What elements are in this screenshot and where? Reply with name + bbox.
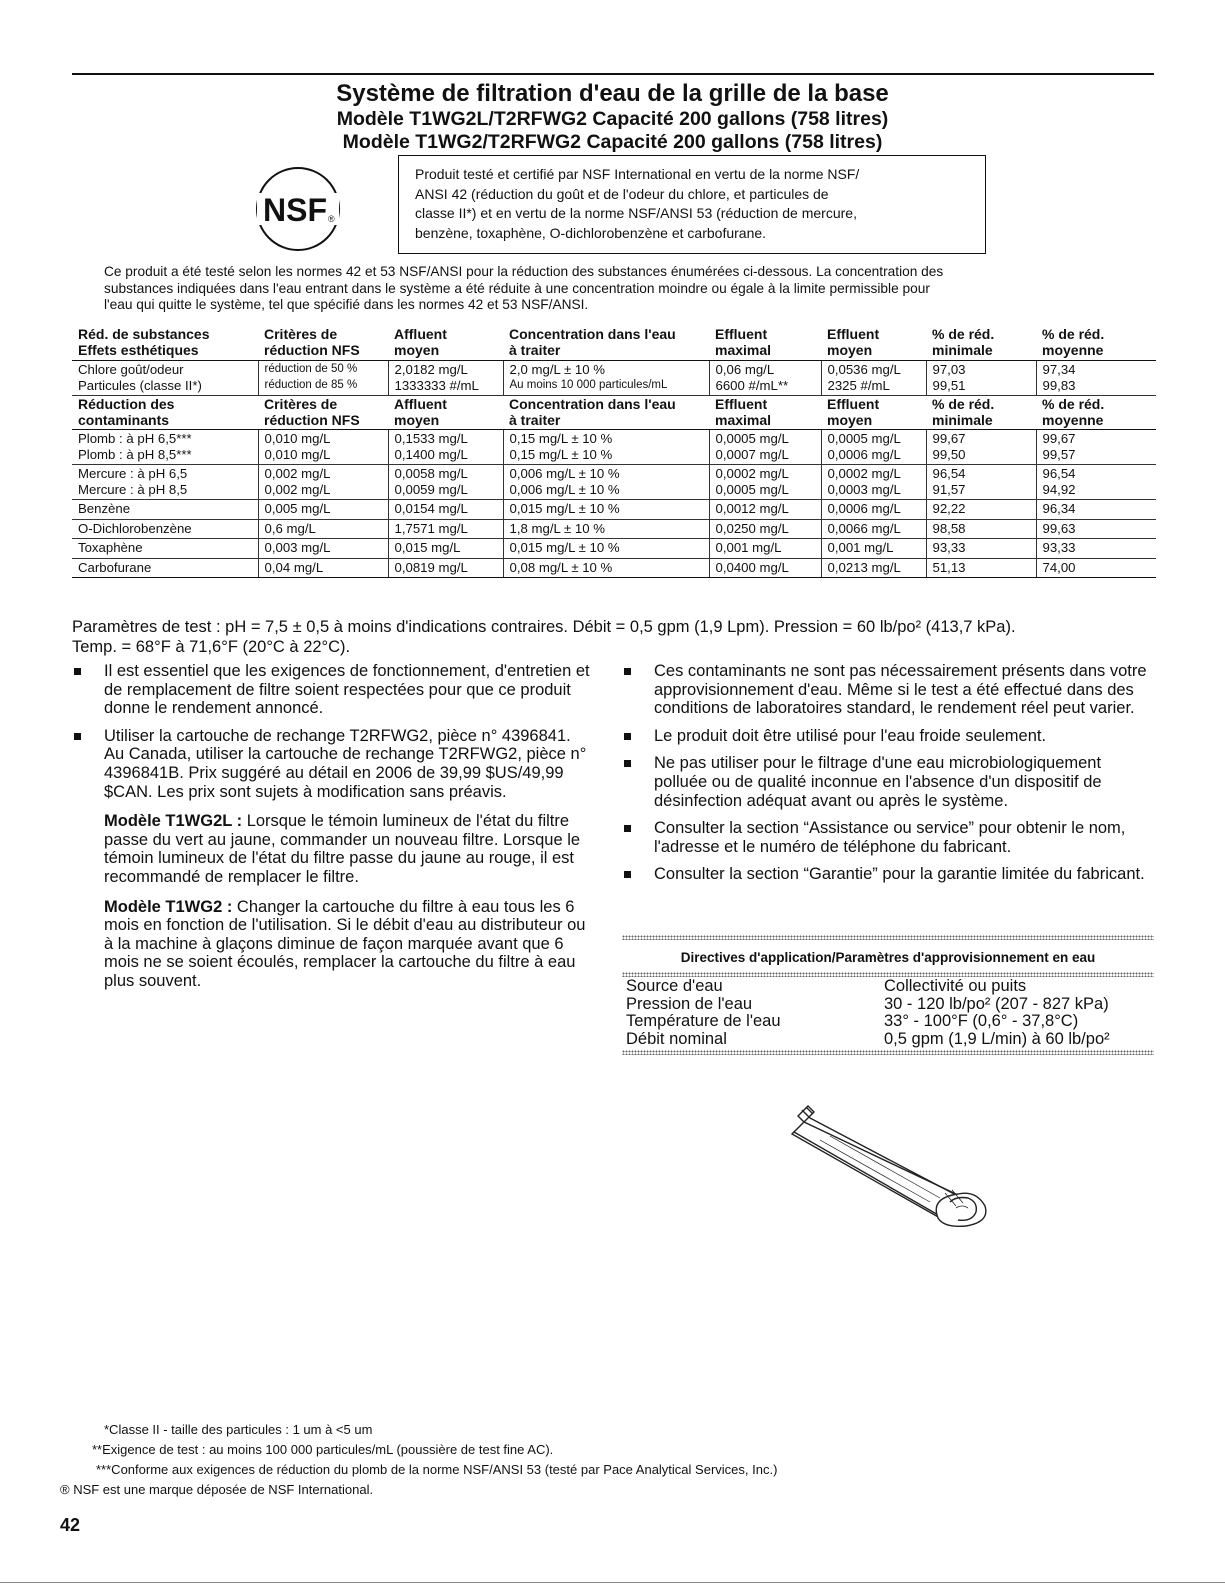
water-param-row [622, 996, 1154, 1014]
model-t1wg2-paragraph [72, 898, 594, 991]
test-parameters [72, 618, 1162, 657]
table-cell: 2,0 mg/L ± 10 % Au moins 10 000 particules/mL [503, 361, 709, 396]
header-cell: % de réd. minimale [926, 326, 1036, 361]
intro-line: l'eau qui quitte le système, tel que spécifié dans les normes 42 et 53 NSF/ANSI. [104, 297, 589, 312]
table-cell: 0,08 mg/L ± 10 % [503, 558, 709, 578]
param-value: Collectivité ou puits [884, 977, 1027, 995]
model-label: Modèle T1WG2 : [104, 897, 233, 916]
nsf-logo-text: NSF [263, 192, 327, 228]
table-cell: 0,0400 mg/L [709, 558, 821, 578]
table-row [72, 539, 1156, 559]
bullet-item: Utiliser la cartouche de rechange T2RFWG2, pièce n° 4396841. Au Canada, utiliser la cartouche de rechange T2RFWG2, pièce n° 4396841B. Prix suggéré au détail en 2006 de 39,99 $US/49,99 $CAN. Les prix sont sujets à modification sans préavis. [72, 727, 594, 801]
table-cell: 2,0182 mg/L 1333333 #/mL [388, 361, 503, 396]
header-cell: Affluent moyen [388, 396, 503, 430]
header-cell: Effluent moyen [821, 396, 926, 430]
table-cell: réduction de 50 % réduction de 85 % [258, 361, 388, 396]
table-cell: 0,6 mg/L [258, 519, 388, 539]
table-cell: 0,04 mg/L [258, 558, 388, 578]
header-cell: Effluent maximal [709, 396, 821, 430]
table-cell: 0,005 mg/L [258, 500, 388, 520]
param-label: Débit nominal [626, 1029, 727, 1048]
intro-line: Ce produit a été testé selon les normes 42 et 53 NSF/ANSI pour la réduction des substances énumérées ci-dessous. La concentration des [104, 264, 944, 279]
intro-line: substances indiquées dans l'eau entrant dans le système a été réduite à une concentration moindre ou égale à la limite permissible pour [104, 280, 930, 296]
table-cell: 0,0154 mg/L [388, 500, 503, 520]
performance-data-table [72, 326, 1156, 578]
left-column [72, 662, 594, 991]
table-cell: 0,0005 mg/L 0,0006 mg/L [821, 430, 926, 465]
param-value: 33° - 100°F (0,6° - 37,8°C) [884, 1012, 1079, 1030]
bullet-item: Il est essentiel que les exigences de fonctionnement, d'entretien et de remplacement de filtre soient respectées pour que ce produit donne le rendement annoncé. [72, 662, 594, 718]
table-cell: 0,15 mg/L ± 10 % 0,15 mg/L ± 10 % [503, 430, 709, 465]
table-cell: 0,0002 mg/L 0,0003 mg/L [821, 465, 926, 500]
header-cell: % de réd. moyenne [1036, 326, 1156, 361]
footnote: *Classe II - taille des particules : 1 um à <5 um [104, 1422, 373, 1437]
table-row [72, 558, 1156, 578]
table-cell: 0,1533 mg/L 0,1400 mg/L [388, 430, 503, 465]
bottom-rule [0, 1582, 1225, 1583]
header-cell: % de réd. moyenne [1036, 396, 1156, 430]
table-cell: Mercure : à pH 6,5 Mercure : à pH 8,5 [72, 465, 258, 500]
water-param-row [622, 1031, 1154, 1049]
water-param-row [622, 1013, 1154, 1031]
table-cell: 1,8 mg/L ± 10 % [503, 519, 709, 539]
cert-line: ANSI 42 (réduction du goût et de l'odeur du chlore, et particules de [415, 185, 829, 202]
header-cell: Concentration dans l'eau à traiter [503, 396, 709, 430]
table-row [72, 519, 1156, 539]
table-cell: 0,001 mg/L [709, 539, 821, 559]
table-cell: 74,00 [1036, 558, 1156, 578]
table-cell: Benzène [72, 500, 258, 520]
param-label: Source d'eau [626, 977, 723, 995]
page-number: 42 [60, 1515, 81, 1535]
table-cell: 0,0536 mg/L 2325 #/mL [821, 361, 926, 396]
bullet-item: Ne pas utiliser pour le filtrage d'une eau microbiologiquement polluée ou de qualité inconnue en l'absence d'un dispositif de désinfection adéquat avant ou après le système. [622, 754, 1154, 810]
table-cell: 92,22 [926, 500, 1036, 520]
table-cell: 0,0002 mg/L 0,0005 mg/L [709, 465, 821, 500]
table-cell: Toxaphène [72, 539, 258, 559]
table-cell: 0,006 mg/L ± 10 % 0,006 mg/L ± 10 % [503, 465, 709, 500]
table-cell: 0,002 mg/L 0,002 mg/L [258, 465, 388, 500]
test-params-line: Paramètres de test : pH = 7,5 ± 0,5 à moins d'indications contraires. Débit = 0,5 gpm (1,9 Lpm). Pression = 60 lb/po² (413,7 kPa). [72, 618, 1016, 636]
registered-mark: ® [328, 214, 335, 224]
header-cell: Réduction des contaminants [72, 396, 258, 430]
table-cell: 0,015 mg/L [388, 539, 503, 559]
header-cell: Affluent moyen [388, 326, 503, 361]
table-cell: 0,0005 mg/L 0,0007 mg/L [709, 430, 821, 465]
param-label: Pression de l'eau [626, 994, 753, 1013]
table-cell: 0,010 mg/L 0,010 mg/L [258, 430, 388, 465]
bullet-item: Le produit doit être utilisé pour l'eau froide seulement. [622, 727, 1154, 746]
table-cell: Plomb : à pH 6,5*** Plomb : à pH 8,5*** [72, 430, 258, 465]
filter-cartridge-icon [780, 1098, 1010, 1233]
table-row [72, 430, 1156, 465]
dotted-rule [622, 1050, 1154, 1055]
header-cell: Concentration dans l'eau à traiter [503, 326, 709, 361]
table-cell: 1,7571 mg/L [388, 519, 503, 539]
table-cell: 97,34 99,83 [1036, 361, 1156, 396]
footnote: ***Conforme aux exigences de réduction du plomb de la norme NSF/ANSI 53 (testé par Pace Analytical Services, Inc.) [96, 1462, 778, 1477]
table-cell: 0,0058 mg/L 0,0059 mg/L [388, 465, 503, 500]
param-value: 30 - 120 lb/po² (207 - 827 kPa) [884, 994, 1109, 1013]
table-header-row [72, 396, 1156, 430]
certification-box [398, 155, 986, 254]
cert-line: Produit testé et certifié par NSF International en vertu de la norme NSF/ [415, 166, 860, 182]
top-rule [72, 73, 1154, 75]
table-cell: Chlore goût/odeur Particules (classe II*) [72, 361, 258, 396]
table-cell: 96,54 94,92 [1036, 465, 1156, 500]
bullet-item: Consulter la section “Garantie” pour la garantie limitée du fabricant. [622, 865, 1154, 884]
water-parameters-block [622, 935, 1154, 1055]
test-params-line: Temp. = 68°F à 71,6°F (20°C à 22°C). [72, 637, 351, 656]
water-param-row [622, 978, 1154, 996]
footnotes [60, 1420, 777, 1500]
bullet-item: Ces contaminants ne sont pas nécessairement présents dans votre approvisionnement d'eau. Même si le test a été effectué dans des conditions de laboratoires standard, le rendement réel peut varier. [622, 662, 1154, 718]
header-cell: Effluent maximal [709, 326, 821, 361]
table-header-row [72, 326, 1156, 361]
page-title: Système de filtration d'eau de la grille de la base [336, 80, 889, 107]
table-cell: 98,58 [926, 519, 1036, 539]
table-cell: 96,34 [1036, 500, 1156, 520]
table-row [72, 361, 1156, 396]
table-cell: 0,015 mg/L ± 10 % [503, 539, 709, 559]
footnote: ® NSF est une marque déposée de NSF International. [60, 1482, 374, 1497]
cert-line: classe II*) et en vertu de la norme NSF/ANSI 53 (réduction de mercure, [415, 205, 857, 221]
table-cell: 99,63 [1036, 519, 1156, 539]
model-label: Modèle T1WG2L : [104, 812, 243, 831]
table-cell: O-Dichlorobenzène [72, 519, 258, 539]
table-cell: 0,0012 mg/L [709, 500, 821, 520]
table-row [72, 500, 1156, 520]
model-subtitle-1: Modèle T1WG2L/T2RFWG2 Capacité 200 gallons (758 litres) [336, 108, 889, 130]
right-column [622, 662, 1154, 893]
model-text: Changer la cartouche du filtre à eau tous les 6 mois en fonction de l'utilisation. Si le débit d'eau au distributeur ou à la machine à glaçons diminue de façon marquée avant que 6 mois ne se soient écoulés, remplacer la cartouche du filtre à eau plus souvent. [104, 897, 586, 990]
model-text: Lorsque le témoin lumineux de l'état du filtre passe du vert au jaune, commander un nouveau filtre. Lorsque le témoin lumineux de l'état du filtre passe du jaune au rouge, il est recommandé de remplacer le filtre. [104, 812, 581, 886]
table-cell: 0,003 mg/L [258, 539, 388, 559]
table-cell: 93,33 [926, 539, 1036, 559]
table-cell: 0,0006 mg/L [821, 500, 926, 520]
table-cell: 0,001 mg/L [821, 539, 926, 559]
table-cell: 96,54 91,57 [926, 465, 1036, 500]
header-cell: % de réd. minimale [926, 396, 1036, 430]
table-cell: 0,0213 mg/L [821, 558, 926, 578]
table-cell: Carbofurane [72, 558, 258, 578]
table-row [72, 465, 1156, 500]
table-cell: 51,13 [926, 558, 1036, 578]
table-cell: 97,03 99,51 [926, 361, 1036, 396]
table-cell: 99,67 99,50 [926, 430, 1036, 465]
footnote: **Exigence de test : au moins 100 000 particules/mL (poussière de test fine AC). [92, 1442, 554, 1457]
nsf-logo-icon [254, 165, 342, 258]
table-cell: 0,0066 mg/L [821, 519, 926, 539]
table-cell: 0,0250 mg/L [709, 519, 821, 539]
header-cell: Effluent moyen [821, 326, 926, 361]
intro-paragraph [104, 264, 1154, 314]
table-cell: 0,015 mg/L ± 10 % [503, 500, 709, 520]
water-params-title: Directives d'application/Paramètres d'approvisionnement en eau [680, 950, 1096, 965]
header-cell: Réd. de substances Effets esthétiques [72, 326, 258, 361]
bullet-item: Consulter la section “Assistance ou service” pour obtenir le nom, l'adresse et le numéro de téléphone du fabricant. [622, 819, 1154, 856]
header-cell: Critères de réduction NFS [258, 396, 388, 430]
param-label: Température de l'eau [626, 1012, 781, 1030]
header-cell: Critères de réduction NFS [258, 326, 388, 361]
table-cell: 99,67 99,57 [1036, 430, 1156, 465]
cert-line: benzène, toxaphène, O-dichlorobenzène et carbofurane. [415, 224, 767, 241]
table-cell: 93,33 [1036, 539, 1156, 559]
table-cell: 0,0819 mg/L [388, 558, 503, 578]
model-subtitle-2: Modèle T1WG2/T2RFWG2 Capacité 200 gallons (758 litres) [342, 131, 883, 153]
table-cell: 0,06 mg/L 6600 #/mL** [709, 361, 821, 396]
param-value: 0,5 gpm (1,9 L/min) à 60 lb/po² [884, 1029, 1110, 1048]
model-t1wg2l-paragraph [72, 812, 594, 886]
